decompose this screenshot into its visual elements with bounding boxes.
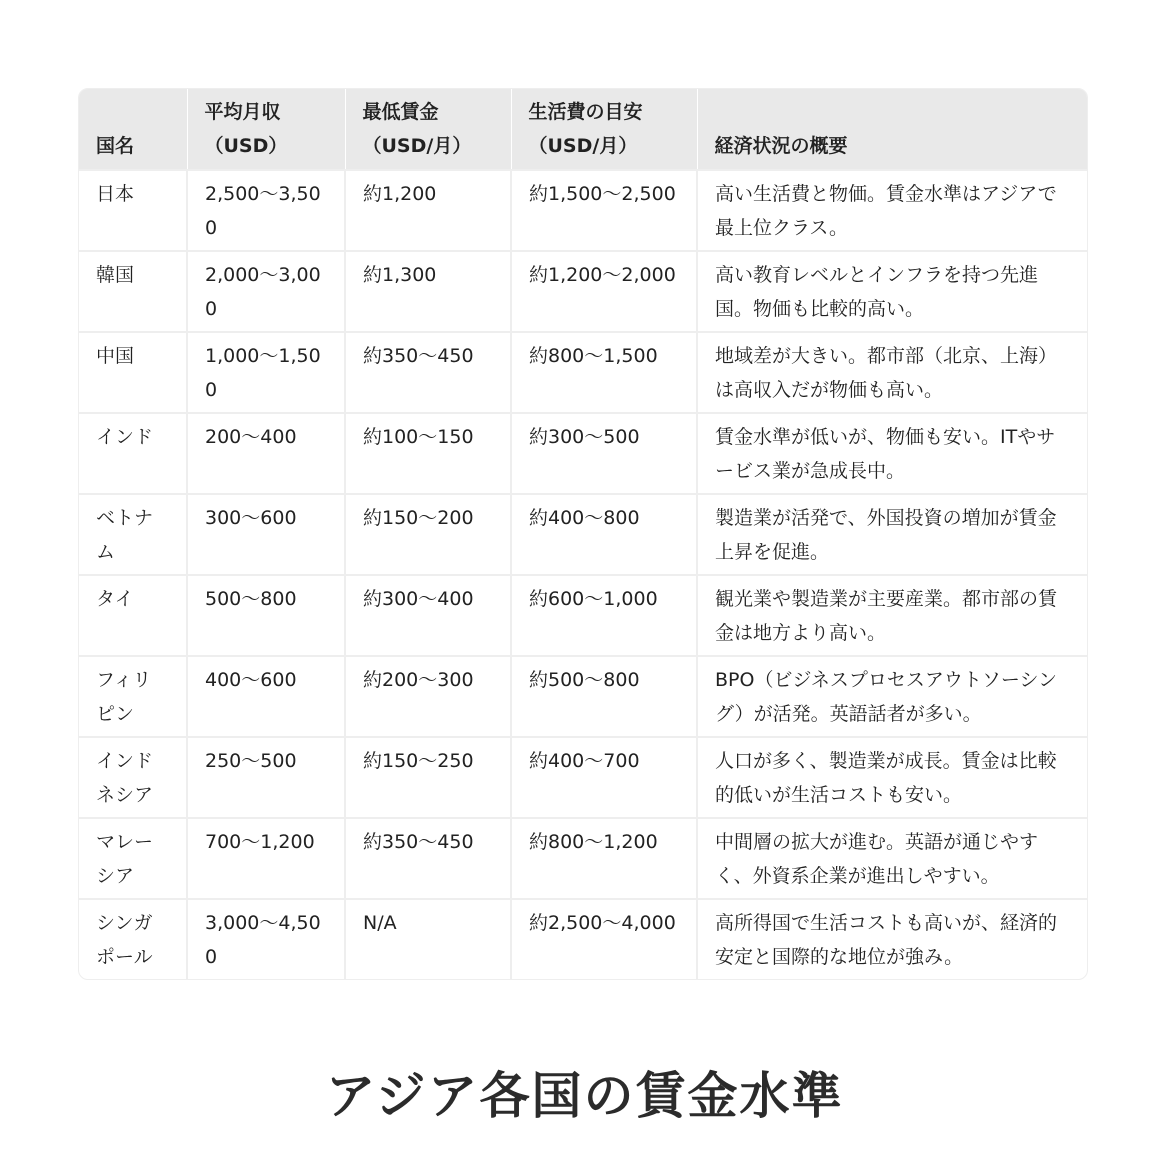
- header-row: [79, 89, 1087, 170]
- cell-economy-summary: 中間層の拡大が進む。英語が通じやすく、外資系企業が進出しやすい。: [697, 818, 1087, 899]
- cell-country: ベトナム: [79, 494, 187, 575]
- cell-avg-income: 1,000〜1,500: [187, 332, 345, 413]
- cell-economy-summary: 地域差が大きい。都市部（北京、上海）は高収入だが物価も高い。: [697, 332, 1087, 413]
- page-caption: アジア各国の賃金水準: [325, 1067, 844, 1125]
- header-line: 平均月収: [204, 101, 281, 123]
- cell-country: 韓国: [79, 251, 187, 332]
- cell-avg-income: 500〜800: [187, 575, 345, 656]
- header-line: （USD/月）: [528, 135, 638, 157]
- cell-min-wage: 約350〜450: [345, 332, 511, 413]
- wage-table: [79, 89, 1087, 979]
- header-economy-summary: [697, 89, 1087, 170]
- table-body: [79, 170, 1087, 979]
- header-living-cost: [511, 89, 697, 170]
- cell-living-cost: 約2,500〜4,000: [511, 899, 697, 979]
- header-country: [79, 89, 187, 170]
- cell-living-cost: 約600〜1,000: [511, 575, 697, 656]
- table-row: [79, 656, 1087, 737]
- cell-avg-income: 3,000〜4,500: [187, 899, 345, 979]
- cell-avg-income: 250〜500: [187, 737, 345, 818]
- cell-country: 中国: [79, 332, 187, 413]
- cell-living-cost: 約800〜1,500: [511, 332, 697, 413]
- table-row: [79, 170, 1087, 251]
- cell-economy-summary: BPO（ビジネスプロセスアウトソーシング）が活発。英語話者が多い。: [697, 656, 1087, 737]
- cell-country: シンガポール: [79, 899, 187, 979]
- cell-min-wage: 約300〜400: [345, 575, 511, 656]
- table-row: [79, 251, 1087, 332]
- cell-country: インド: [79, 413, 187, 494]
- cell-country: インドネシア: [79, 737, 187, 818]
- table-row: [79, 494, 1087, 575]
- header-line: 経済状況の概要: [714, 135, 848, 157]
- wage-table-container: [78, 88, 1088, 980]
- cell-living-cost: 約1,200〜2,000: [511, 251, 697, 332]
- cell-min-wage: N/A: [345, 899, 511, 979]
- cell-avg-income: 200〜400: [187, 413, 345, 494]
- table-row: [79, 332, 1087, 413]
- cell-avg-income: 400〜600: [187, 656, 345, 737]
- table-row: [79, 737, 1087, 818]
- cell-economy-summary: 製造業が活発で、外国投資の増加が賃金上昇を促進。: [697, 494, 1087, 575]
- cell-living-cost: 約400〜700: [511, 737, 697, 818]
- cell-living-cost: 約400〜800: [511, 494, 697, 575]
- cell-avg-income: 2,000〜3,000: [187, 251, 345, 332]
- cell-country: フィリピン: [79, 656, 187, 737]
- header-line: 国名: [96, 135, 135, 157]
- cell-min-wage: 約150〜250: [345, 737, 511, 818]
- table-row: [79, 899, 1087, 979]
- header-avg-income: [187, 89, 345, 170]
- table-row: [79, 413, 1087, 494]
- cell-min-wage: 約150〜200: [345, 494, 511, 575]
- table-header: [79, 89, 1087, 170]
- header-line: （USD/月）: [362, 135, 472, 157]
- header-min-wage: [345, 89, 511, 170]
- cell-country: 日本: [79, 170, 187, 251]
- cell-living-cost: 約300〜500: [511, 413, 697, 494]
- cell-avg-income: 700〜1,200: [187, 818, 345, 899]
- header-line: （USD）: [204, 135, 288, 157]
- cell-min-wage: 約100〜150: [345, 413, 511, 494]
- cell-country: マレーシア: [79, 818, 187, 899]
- cell-economy-summary: 人口が多く、製造業が成長。賃金は比較的低いが生活コストも安い。: [697, 737, 1087, 818]
- cell-min-wage: 約200〜300: [345, 656, 511, 737]
- cell-min-wage: 約1,300: [345, 251, 511, 332]
- table-row: [79, 575, 1087, 656]
- header-line: 最低賃金: [362, 101, 439, 123]
- cell-avg-income: 2,500〜3,500: [187, 170, 345, 251]
- cell-living-cost: 約500〜800: [511, 656, 697, 737]
- cell-living-cost: 約800〜1,200: [511, 818, 697, 899]
- cell-economy-summary: 高い生活費と物価。賃金水準はアジアで最上位クラス。: [697, 170, 1087, 251]
- cell-economy-summary: 高い教育レベルとインフラを持つ先進国。物価も比較的高い。: [697, 251, 1087, 332]
- cell-economy-summary: 観光業や製造業が主要産業。都市部の賃金は地方より高い。: [697, 575, 1087, 656]
- cell-min-wage: 約1,200: [345, 170, 511, 251]
- cell-economy-summary: 賃金水準が低いが、物価も安い。ITやサービス業が急成長中。: [697, 413, 1087, 494]
- cell-avg-income: 300〜600: [187, 494, 345, 575]
- cell-living-cost: 約1,500〜2,500: [511, 170, 697, 251]
- cell-economy-summary: 高所得国で生活コストも高いが、経済的安定と国際的な地位が強み。: [697, 899, 1087, 979]
- table-row: [79, 818, 1087, 899]
- cell-country: タイ: [79, 575, 187, 656]
- cell-min-wage: 約350〜450: [345, 818, 511, 899]
- header-line: 生活費の目安: [528, 101, 643, 123]
